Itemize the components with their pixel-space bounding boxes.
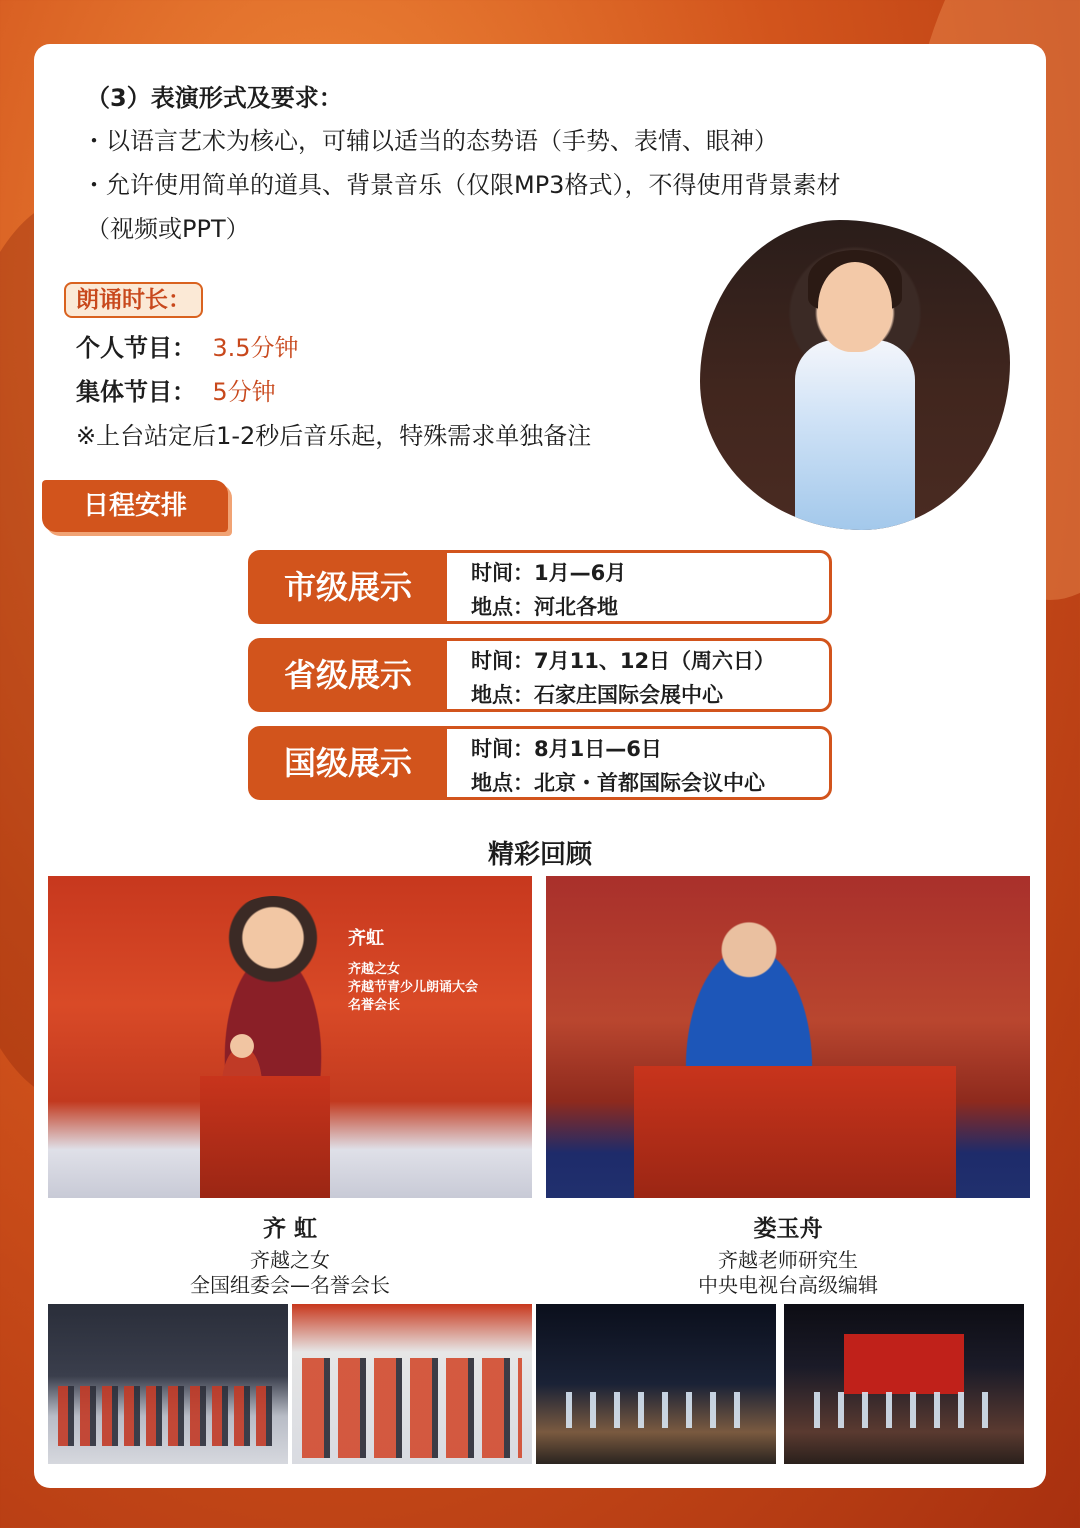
- screen-line: 齐越之女: [348, 962, 401, 977]
- performance-photo: [48, 1304, 288, 1464]
- performance-photo: [536, 1304, 776, 1464]
- person-role: 全国组委会—名誉会长: [190, 1273, 390, 1297]
- stage-screen: [844, 1334, 964, 1394]
- schedule-level: 市级展示: [248, 550, 448, 624]
- individual-label: 个人节目：: [76, 334, 196, 362]
- requirement-bullet: ・以语言艺术为核心，可辅以适当的态势语（手势、表情、眼神）: [82, 127, 778, 155]
- performers: [58, 1386, 278, 1446]
- requirement-bullet-continued: （视频或PPT）: [86, 215, 250, 243]
- schedule-time: 时间：8月1日—6日: [471, 737, 662, 761]
- schedule-details: [444, 638, 832, 712]
- schedule-time: 时间：1月—6月: [471, 561, 627, 585]
- person-role: 中央电视台高级编辑: [698, 1273, 878, 1297]
- schedule-row-city: [248, 550, 832, 624]
- schedule-level: 国级展示: [248, 726, 448, 800]
- performance-photo: [292, 1304, 532, 1464]
- duration-tag: 朗诵时长：: [64, 282, 203, 318]
- schedule-details: [444, 550, 832, 624]
- performers: [566, 1392, 746, 1428]
- speaker: [664, 906, 834, 1081]
- section-title: （3）表演形式及要求：: [86, 84, 343, 112]
- screen-line: 齐越节青少儿朗诵大会: [348, 980, 479, 995]
- person-name: 齐 虹: [262, 1216, 317, 1242]
- schedule-place: 地点：北京・首都国际会议中心: [471, 771, 765, 795]
- schedule-details: [444, 726, 832, 800]
- podium: [200, 1076, 330, 1198]
- screen-line: 名誉会长: [348, 998, 401, 1013]
- reciter-photo: [700, 220, 1010, 530]
- individual-value: 3.5分钟: [212, 334, 299, 362]
- review-title: 精彩回顾: [487, 840, 592, 870]
- schedule-time: 时间：7月11、12日（周六日）: [471, 649, 776, 673]
- schedule-level: 省级展示: [248, 638, 448, 712]
- group-value: 5分钟: [212, 378, 276, 406]
- qihong-speech-photo: [48, 876, 532, 1198]
- group-label: 集体节目：: [76, 378, 196, 406]
- person-role: 齐越之女: [250, 1248, 330, 1272]
- duration-note: ※上台站定后1-2秒后音乐起，特殊需求单独备注: [76, 422, 592, 450]
- individual-duration-row: [76, 328, 299, 363]
- performers: [302, 1358, 522, 1458]
- person-name: 娄玉舟: [753, 1216, 823, 1242]
- schedule-row-province: [248, 638, 832, 712]
- reciter-dress: [795, 340, 915, 530]
- person-role: 齐越老师研究生: [718, 1248, 858, 1272]
- schedule-place: 地点：石家庄国际会展中心: [471, 683, 723, 707]
- reciter-face: [818, 262, 892, 352]
- performers: [814, 1392, 994, 1428]
- screen-name: 齐虹: [348, 928, 384, 949]
- performance-photo: [784, 1304, 1024, 1464]
- schedule-place: 地点：河北各地: [471, 595, 618, 619]
- group-duration-row: [76, 372, 276, 407]
- louyuzhou-speech-photo: [546, 876, 1030, 1198]
- requirement-bullet: ・允许使用简单的道具、背景音乐（仅限MP3格式），不得使用背景素材: [82, 171, 841, 199]
- schedule-row-national: [248, 726, 832, 800]
- podium: [634, 1066, 956, 1198]
- schedule-tag: 日程安排: [42, 480, 228, 532]
- content-card: [34, 44, 1046, 1488]
